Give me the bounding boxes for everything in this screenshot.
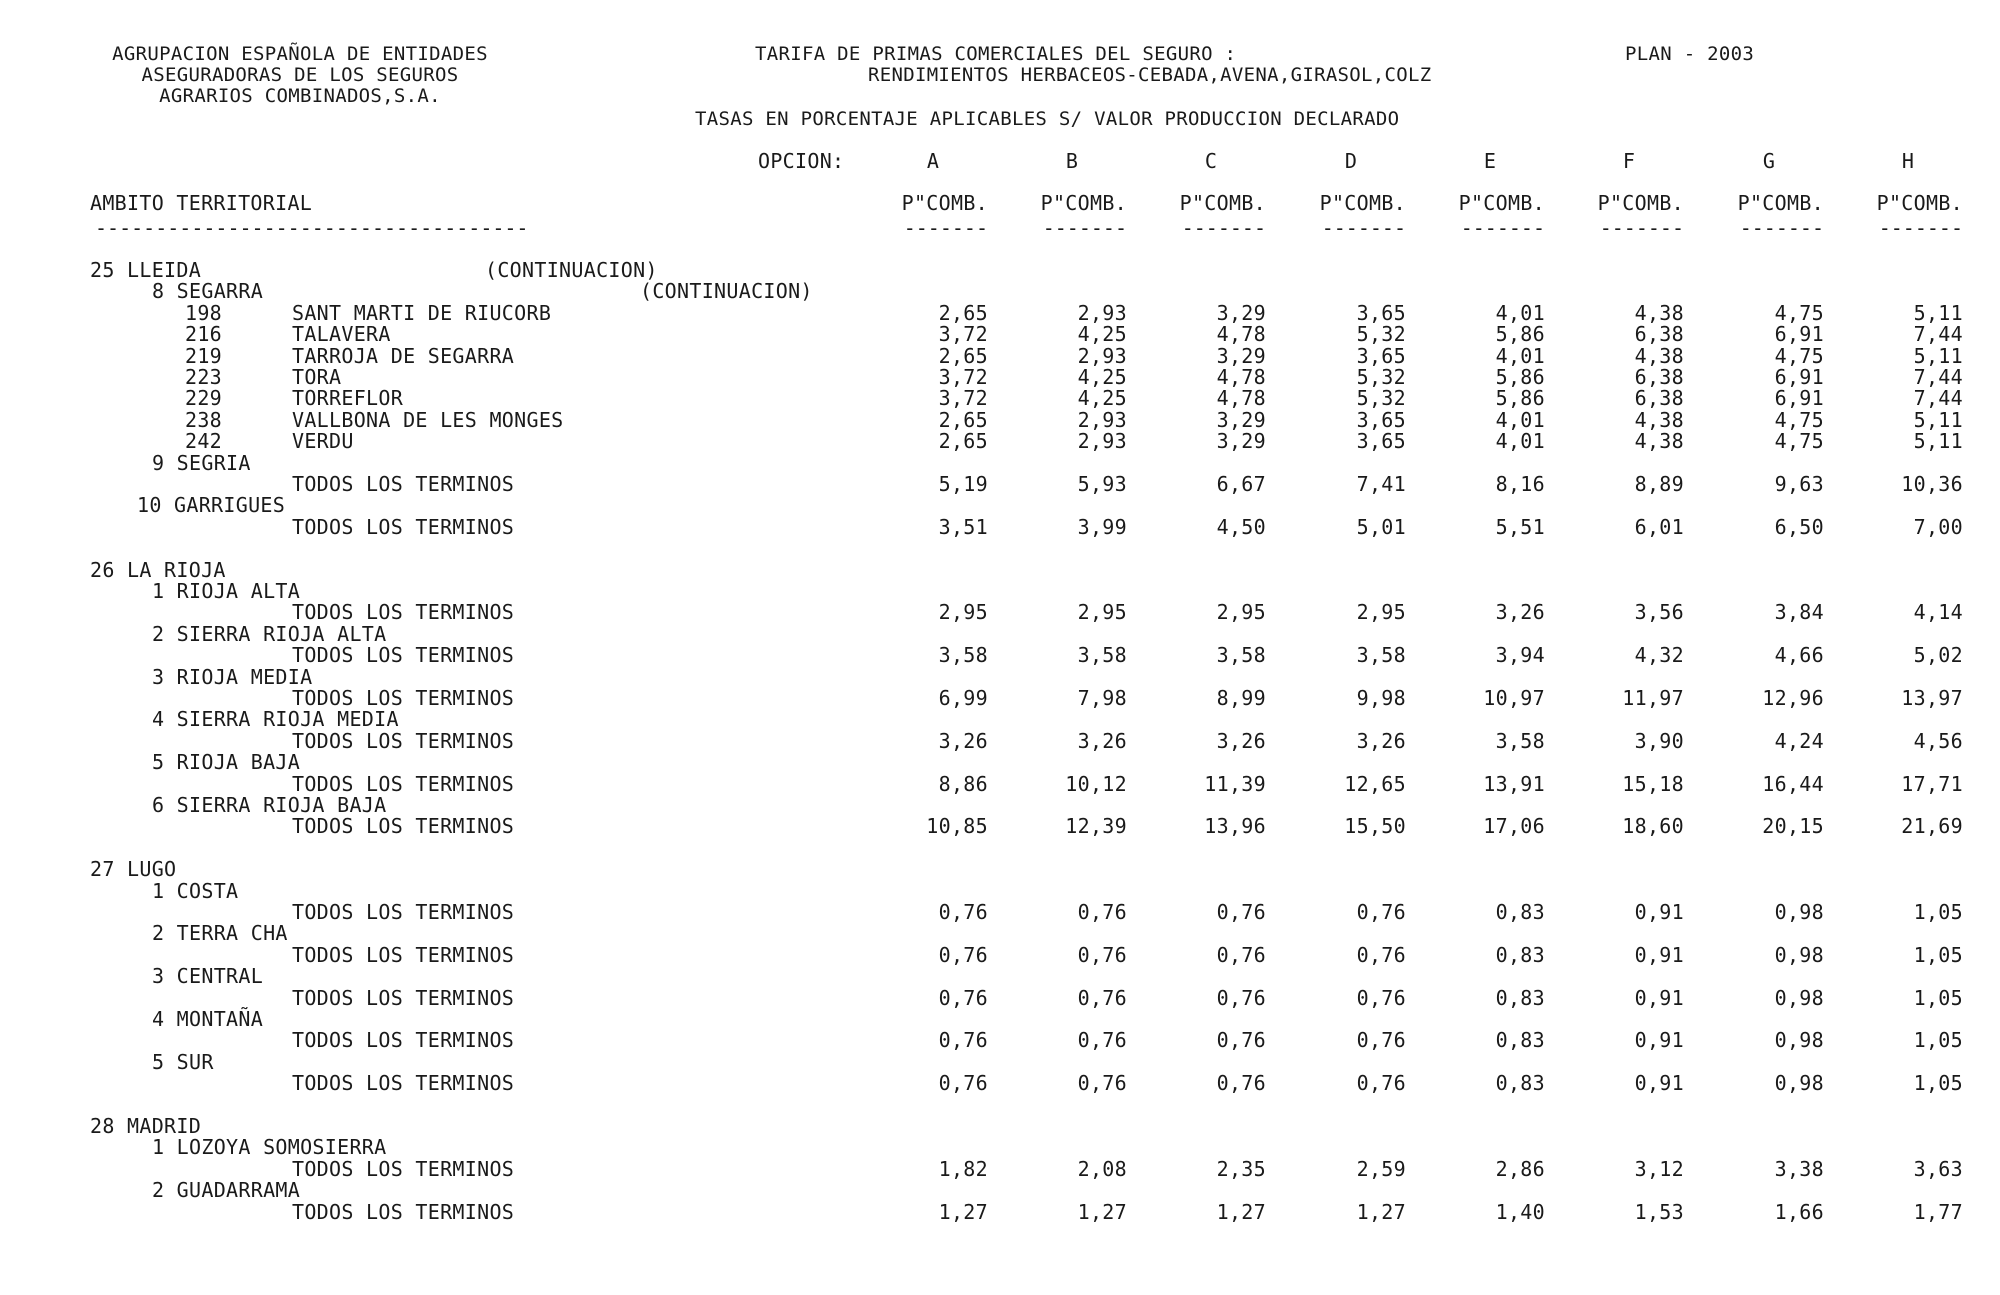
rate-cell-d: 5,01 bbox=[1356, 514, 1406, 539]
rate-cell-a: 8,86 bbox=[938, 771, 988, 796]
rate-cell-c: 1,27 bbox=[1216, 1199, 1266, 1224]
column-header-g: P"COMB. bbox=[1737, 191, 1824, 215]
all-terms-label: TODOS LOS TERMINOS bbox=[292, 814, 515, 839]
rate-cell-b: 3,26 bbox=[1077, 728, 1127, 753]
comarca-row: 1 LOZOYA SOMOSIERRA bbox=[152, 1135, 387, 1160]
rate-cell-g: 9,63 bbox=[1774, 472, 1824, 496]
tariff-title: TARIFA DE PRIMAS COMERCIALES DEL SEGURO : bbox=[755, 43, 1237, 65]
rate-cell-c: 0,76 bbox=[1216, 1028, 1266, 1053]
column-underline-d: ------- bbox=[1321, 217, 1406, 239]
rate-cell-g: 0,98 bbox=[1774, 985, 1824, 1010]
rate-cell-d: 5,32 bbox=[1356, 386, 1406, 411]
municipality-code: 216 bbox=[185, 322, 223, 347]
tariff-subtitle: RENDIMIENTOS HERBACEOS-CEBADA,AVENA,GIRASOL,COLZ bbox=[868, 64, 1432, 86]
rate-cell-f: 6,38 bbox=[1634, 322, 1684, 347]
rate-cell-d: 3,65 bbox=[1356, 300, 1406, 325]
rate-cell-c: 11,39 bbox=[1204, 771, 1266, 796]
province-row: 26 LA RIOJA bbox=[90, 557, 226, 582]
rate-cell-b: 4,25 bbox=[1077, 386, 1127, 411]
rate-cell-d: 5,32 bbox=[1356, 365, 1406, 389]
municipality-name: TARROJA DE SEGARRA bbox=[292, 343, 515, 368]
option-letter-h: H bbox=[1901, 149, 1915, 173]
column-underline-c: ------- bbox=[1181, 217, 1266, 239]
rate-cell-a: 0,76 bbox=[938, 900, 988, 924]
rate-cell-h: 21,69 bbox=[1901, 814, 1963, 839]
rate-cell-g: 12,96 bbox=[1762, 686, 1824, 710]
rate-cell-g: 6,91 bbox=[1774, 322, 1824, 347]
rate-cell-c: 4,78 bbox=[1216, 322, 1266, 347]
rate-cell-d: 2,95 bbox=[1356, 600, 1406, 625]
rate-cell-e: 3,26 bbox=[1495, 600, 1545, 625]
rate-cell-f: 18,60 bbox=[1622, 814, 1684, 839]
rate-cell-c: 4,50 bbox=[1216, 514, 1266, 539]
rate-cell-c: 4,78 bbox=[1216, 386, 1266, 411]
rate-cell-h: 5,11 bbox=[1913, 300, 1963, 325]
rate-cell-h: 1,05 bbox=[1913, 1071, 1963, 1096]
rate-cell-c: 0,76 bbox=[1216, 900, 1266, 924]
all-terms-label: TODOS LOS TERMINOS bbox=[292, 942, 515, 967]
column-underline-g: ------- bbox=[1739, 217, 1824, 239]
all-terms-label: TODOS LOS TERMINOS bbox=[292, 472, 515, 496]
comarca-row: 1 RIOJA ALTA bbox=[152, 579, 301, 603]
rate-cell-a: 1,82 bbox=[938, 1156, 988, 1181]
rate-cell-b: 2,93 bbox=[1077, 429, 1127, 454]
rate-cell-h: 7,44 bbox=[1913, 322, 1963, 347]
rate-cell-g: 4,66 bbox=[1774, 643, 1824, 668]
rate-cell-e: 5,86 bbox=[1495, 365, 1545, 389]
rate-cell-g: 0,98 bbox=[1774, 1028, 1824, 1053]
rate-cell-g: 4,75 bbox=[1774, 407, 1824, 432]
all-terms-label: TODOS LOS TERMINOS bbox=[292, 900, 515, 924]
rate-cell-h: 5,11 bbox=[1913, 429, 1963, 454]
rate-cell-f: 3,12 bbox=[1634, 1156, 1684, 1181]
rate-cell-g: 6,50 bbox=[1774, 514, 1824, 539]
rate-cell-g: 4,24 bbox=[1774, 728, 1824, 753]
municipality-code: 229 bbox=[185, 386, 223, 411]
column-header-f: P"COMB. bbox=[1597, 191, 1684, 215]
rate-cell-c: 6,67 bbox=[1216, 472, 1266, 496]
comarca-row: 4 MONTAÑA bbox=[152, 1007, 264, 1031]
rate-cell-e: 10,97 bbox=[1483, 686, 1545, 710]
rate-cell-d: 3,58 bbox=[1356, 643, 1406, 668]
rate-cell-c: 2,95 bbox=[1216, 600, 1266, 625]
rate-cell-g: 20,15 bbox=[1762, 814, 1824, 839]
column-header-e: P"COMB. bbox=[1458, 191, 1545, 215]
rate-cell-f: 1,53 bbox=[1634, 1199, 1684, 1224]
rate-cell-h: 1,05 bbox=[1913, 900, 1963, 924]
rate-cell-c: 3,29 bbox=[1216, 429, 1266, 454]
rate-cell-a: 3,72 bbox=[938, 365, 988, 389]
rates-description: TASAS EN PORCENTAJE APLICABLES S/ VALOR PRODUCCION DECLARADO bbox=[695, 108, 1400, 130]
rate-cell-f: 4,32 bbox=[1634, 643, 1684, 668]
all-terms-label: TODOS LOS TERMINOS bbox=[292, 643, 515, 668]
rate-cell-b: 0,76 bbox=[1077, 900, 1127, 924]
rate-cell-g: 6,91 bbox=[1774, 386, 1824, 411]
rate-cell-f: 0,91 bbox=[1634, 1028, 1684, 1053]
option-letter-g: G bbox=[1762, 149, 1776, 173]
rate-cell-d: 12,65 bbox=[1344, 771, 1406, 796]
rate-cell-a: 6,99 bbox=[938, 686, 988, 710]
rate-cell-d: 0,76 bbox=[1356, 942, 1406, 967]
rate-cell-d: 2,59 bbox=[1356, 1156, 1406, 1181]
rate-cell-b: 3,99 bbox=[1077, 514, 1127, 539]
rate-cell-b: 2,93 bbox=[1077, 407, 1127, 432]
rate-cell-a: 1,27 bbox=[938, 1199, 988, 1224]
rate-cell-g: 0,98 bbox=[1774, 1071, 1824, 1096]
rate-cell-e: 8,16 bbox=[1495, 472, 1545, 496]
rate-cell-b: 0,76 bbox=[1077, 1071, 1127, 1096]
comarca-row: 3 CENTRAL bbox=[152, 964, 264, 989]
all-terms-label: TODOS LOS TERMINOS bbox=[292, 771, 515, 796]
rate-cell-f: 6,38 bbox=[1634, 365, 1684, 389]
all-terms-label: TODOS LOS TERMINOS bbox=[292, 1028, 515, 1053]
rate-cell-a: 0,76 bbox=[938, 985, 988, 1010]
comarca-row: 10 GARRIGUES bbox=[137, 493, 286, 518]
rate-cell-b: 7,98 bbox=[1077, 686, 1127, 710]
rate-cell-f: 4,38 bbox=[1634, 407, 1684, 432]
rate-cell-a: 2,65 bbox=[938, 343, 988, 368]
rate-cell-h: 1,05 bbox=[1913, 1028, 1963, 1053]
plan-label: PLAN - 2003 bbox=[1625, 43, 1755, 65]
option-letter-e: E bbox=[1483, 149, 1497, 173]
rate-cell-e: 4,01 bbox=[1495, 429, 1545, 454]
rate-cell-g: 16,44 bbox=[1762, 771, 1824, 796]
rate-cell-h: 13,97 bbox=[1901, 686, 1963, 710]
column-underline-f: ------- bbox=[1599, 217, 1684, 239]
comarca-row: 5 RIOJA BAJA bbox=[152, 750, 301, 775]
rate-cell-h: 1,05 bbox=[1913, 985, 1963, 1010]
option-letter-b: B bbox=[1065, 149, 1079, 173]
column-header-h: P"COMB. bbox=[1876, 191, 1963, 215]
rate-cell-d: 0,76 bbox=[1356, 985, 1406, 1010]
rate-cell-g: 6,91 bbox=[1774, 365, 1824, 389]
comarca-row: 2 TERRA CHA bbox=[152, 921, 288, 946]
rate-cell-b: 2,93 bbox=[1077, 343, 1127, 368]
municipality-code: 223 bbox=[185, 365, 223, 389]
rate-cell-h: 17,71 bbox=[1901, 771, 1963, 796]
org-name-line-1: AGRUPACION ESPAÑOLA DE ENTIDADES bbox=[112, 43, 488, 65]
municipality-name: VERDU bbox=[292, 429, 354, 454]
column-underline-h: ------- bbox=[1878, 217, 1963, 239]
rate-cell-d: 9,98 bbox=[1356, 686, 1406, 710]
rate-cell-b: 0,76 bbox=[1077, 1028, 1127, 1053]
rate-cell-c: 3,29 bbox=[1216, 343, 1266, 368]
rate-cell-h: 3,63 bbox=[1913, 1156, 1963, 1181]
option-letter-f: F bbox=[1622, 149, 1636, 173]
comarca-row: 9 SEGRIA bbox=[152, 450, 251, 475]
municipality-name: TORA bbox=[292, 365, 342, 389]
rate-cell-f: 4,38 bbox=[1634, 343, 1684, 368]
column-header-a: P"COMB. bbox=[901, 191, 988, 215]
rate-cell-b: 10,12 bbox=[1065, 771, 1127, 796]
rate-cell-d: 3,65 bbox=[1356, 407, 1406, 432]
municipality-code: 242 bbox=[185, 429, 223, 454]
rate-cell-e: 3,58 bbox=[1495, 728, 1545, 753]
rate-cell-d: 0,76 bbox=[1356, 900, 1406, 924]
rate-cell-e: 4,01 bbox=[1495, 343, 1545, 368]
rate-cell-e: 0,83 bbox=[1495, 900, 1545, 924]
rate-cell-d: 5,32 bbox=[1356, 322, 1406, 347]
rate-cell-f: 4,38 bbox=[1634, 300, 1684, 325]
rate-cell-c: 0,76 bbox=[1216, 985, 1266, 1010]
rate-cell-e: 4,01 bbox=[1495, 300, 1545, 325]
rate-cell-e: 17,06 bbox=[1483, 814, 1545, 839]
all-terms-label: TODOS LOS TERMINOS bbox=[292, 728, 515, 753]
rate-cell-e: 1,40 bbox=[1495, 1199, 1545, 1224]
rate-cell-c: 3,58 bbox=[1216, 643, 1266, 668]
rate-cell-c: 0,76 bbox=[1216, 1071, 1266, 1096]
province-row: 25 LLEIDA bbox=[90, 258, 202, 282]
rate-cell-a: 10,85 bbox=[926, 814, 988, 839]
municipality-name: VALLBONA DE LES MONGES bbox=[292, 407, 564, 432]
rate-cell-d: 3,65 bbox=[1356, 343, 1406, 368]
rate-cell-d: 0,76 bbox=[1356, 1071, 1406, 1096]
rate-cell-e: 2,86 bbox=[1495, 1156, 1545, 1181]
rate-cell-g: 3,38 bbox=[1774, 1156, 1824, 1181]
rate-cell-d: 1,27 bbox=[1356, 1199, 1406, 1224]
rate-cell-a: 3,51 bbox=[938, 514, 988, 539]
rate-cell-b: 2,95 bbox=[1077, 600, 1127, 625]
rate-cell-b: 5,93 bbox=[1077, 472, 1127, 496]
rate-cell-f: 3,90 bbox=[1634, 728, 1684, 753]
rate-cell-f: 0,91 bbox=[1634, 985, 1684, 1010]
all-terms-label: TODOS LOS TERMINOS bbox=[292, 1071, 515, 1096]
org-name-line-3: AGRARIOS COMBINADOS,S.A. bbox=[159, 85, 441, 107]
municipality-code: 198 bbox=[185, 300, 223, 325]
rate-cell-g: 0,98 bbox=[1774, 942, 1824, 967]
all-terms-label: TODOS LOS TERMINOS bbox=[292, 985, 515, 1010]
rate-cell-f: 0,91 bbox=[1634, 1071, 1684, 1096]
rate-cell-b: 4,25 bbox=[1077, 322, 1127, 347]
column-header-d: P"COMB. bbox=[1319, 191, 1406, 215]
rate-cell-e: 0,83 bbox=[1495, 942, 1545, 967]
province-row: 28 MADRID bbox=[90, 1114, 202, 1138]
rate-cell-b: 2,93 bbox=[1077, 300, 1127, 325]
rate-cell-f: 8,89 bbox=[1634, 472, 1684, 496]
all-terms-label: TODOS LOS TERMINOS bbox=[292, 686, 515, 710]
comarca-row: 1 COSTA bbox=[152, 878, 239, 903]
all-terms-label: TODOS LOS TERMINOS bbox=[292, 1199, 515, 1224]
column-underline-b: ------- bbox=[1042, 217, 1127, 239]
rate-cell-a: 2,65 bbox=[938, 407, 988, 432]
comarca-row: 5 SUR bbox=[152, 1049, 214, 1074]
rate-cell-e: 5,51 bbox=[1495, 514, 1545, 539]
rate-cell-h: 10,36 bbox=[1901, 472, 1963, 496]
rate-cell-e: 0,83 bbox=[1495, 985, 1545, 1010]
rate-cell-h: 5,02 bbox=[1913, 643, 1963, 668]
rate-cell-f: 3,56 bbox=[1634, 600, 1684, 625]
rate-cell-b: 0,76 bbox=[1077, 942, 1127, 967]
rate-cell-c: 13,96 bbox=[1204, 814, 1266, 839]
rate-cell-c: 2,35 bbox=[1216, 1156, 1266, 1181]
rate-cell-d: 0,76 bbox=[1356, 1028, 1406, 1053]
continuation-label: (CONTINUACION) bbox=[485, 258, 658, 282]
rate-cell-a: 2,65 bbox=[938, 300, 988, 325]
rate-cell-d: 3,26 bbox=[1356, 728, 1406, 753]
rate-cell-e: 13,91 bbox=[1483, 771, 1545, 796]
rate-cell-f: 0,91 bbox=[1634, 942, 1684, 967]
rate-cell-c: 3,29 bbox=[1216, 407, 1266, 432]
rate-cell-h: 7,00 bbox=[1913, 514, 1963, 539]
rate-cell-b: 1,27 bbox=[1077, 1199, 1127, 1224]
rate-cell-f: 15,18 bbox=[1622, 771, 1684, 796]
rate-cell-a: 0,76 bbox=[938, 1071, 988, 1096]
rate-cell-h: 5,11 bbox=[1913, 407, 1963, 432]
province-row: 27 LUGO bbox=[90, 857, 177, 882]
rate-cell-h: 7,44 bbox=[1913, 365, 1963, 389]
rate-cell-b: 2,08 bbox=[1077, 1156, 1127, 1181]
rate-cell-a: 3,26 bbox=[938, 728, 988, 753]
rate-cell-c: 3,29 bbox=[1216, 300, 1266, 325]
rate-cell-a: 3,72 bbox=[938, 322, 988, 347]
rate-cell-f: 11,97 bbox=[1622, 686, 1684, 710]
rate-cell-d: 3,65 bbox=[1356, 429, 1406, 454]
rate-cell-c: 0,76 bbox=[1216, 942, 1266, 967]
all-terms-label: TODOS LOS TERMINOS bbox=[292, 600, 515, 625]
comarca-row: 8 SEGARRA bbox=[152, 279, 264, 304]
ambito-underline: ------------------------------------ bbox=[95, 217, 529, 239]
rate-cell-d: 15,50 bbox=[1344, 814, 1406, 839]
rate-cell-g: 4,75 bbox=[1774, 343, 1824, 368]
column-underline-a: ------- bbox=[903, 217, 988, 239]
rate-cell-f: 0,91 bbox=[1634, 900, 1684, 924]
rate-cell-c: 8,99 bbox=[1216, 686, 1266, 710]
rate-cell-e: 5,86 bbox=[1495, 386, 1545, 411]
rate-cell-b: 4,25 bbox=[1077, 365, 1127, 389]
option-letter-c: C bbox=[1204, 149, 1218, 173]
all-terms-label: TODOS LOS TERMINOS bbox=[292, 514, 515, 539]
comarca-row: 4 SIERRA RIOJA MEDIA bbox=[152, 707, 399, 732]
all-terms-label: TODOS LOS TERMINOS bbox=[292, 1156, 515, 1181]
comarca-row: 3 RIOJA MEDIA bbox=[152, 664, 313, 689]
municipality-name: SANT MARTI DE RIUCORB bbox=[292, 300, 552, 325]
rate-cell-f: 6,38 bbox=[1634, 386, 1684, 411]
rate-cell-g: 4,75 bbox=[1774, 300, 1824, 325]
rate-cell-h: 4,56 bbox=[1913, 728, 1963, 753]
rate-cell-h: 1,77 bbox=[1913, 1199, 1963, 1224]
rate-cell-e: 4,01 bbox=[1495, 407, 1545, 432]
rate-cell-a: 3,72 bbox=[938, 386, 988, 411]
opcion-label: OPCION: bbox=[758, 149, 845, 173]
rate-cell-b: 3,58 bbox=[1077, 643, 1127, 668]
rate-cell-f: 4,38 bbox=[1634, 429, 1684, 454]
rate-cell-e: 5,86 bbox=[1495, 322, 1545, 347]
rate-cell-b: 0,76 bbox=[1077, 985, 1127, 1010]
municipality-code: 219 bbox=[185, 343, 223, 368]
ambito-territorial-label: AMBITO TERRITORIAL bbox=[90, 191, 313, 215]
rate-cell-d: 7,41 bbox=[1356, 472, 1406, 496]
column-underline-e: ------- bbox=[1460, 217, 1545, 239]
municipality-name: TALAVERA bbox=[292, 322, 391, 347]
rate-cell-e: 3,94 bbox=[1495, 643, 1545, 668]
option-letter-d: D bbox=[1344, 149, 1358, 173]
municipality-name: TORREFLOR bbox=[292, 386, 404, 411]
rate-cell-a: 3,58 bbox=[938, 643, 988, 668]
rate-cell-a: 0,76 bbox=[938, 1028, 988, 1053]
rate-cell-h: 5,11 bbox=[1913, 343, 1963, 368]
rate-cell-a: 0,76 bbox=[938, 942, 988, 967]
rate-cell-h: 4,14 bbox=[1913, 600, 1963, 625]
rate-cell-g: 1,66 bbox=[1774, 1199, 1824, 1224]
rate-cell-c: 4,78 bbox=[1216, 365, 1266, 389]
rate-cell-f: 6,01 bbox=[1634, 514, 1684, 539]
column-header-c: P"COMB. bbox=[1179, 191, 1266, 215]
comarca-row: 2 GUADARRAMA bbox=[152, 1178, 301, 1203]
rate-cell-a: 2,95 bbox=[938, 600, 988, 625]
rate-cell-e: 0,83 bbox=[1495, 1028, 1545, 1053]
rate-cell-g: 4,75 bbox=[1774, 429, 1824, 454]
rate-cell-g: 3,84 bbox=[1774, 600, 1824, 625]
municipality-code: 238 bbox=[185, 407, 223, 432]
rate-cell-h: 7,44 bbox=[1913, 386, 1963, 411]
rate-cell-h: 1,05 bbox=[1913, 942, 1963, 967]
rate-cell-c: 3,26 bbox=[1216, 728, 1266, 753]
rate-cell-g: 0,98 bbox=[1774, 900, 1824, 924]
continuation-label: (CONTINUACION) bbox=[640, 279, 813, 304]
column-header-b: P"COMB. bbox=[1040, 191, 1127, 215]
org-name-line-2: ASEGURADORAS DE LOS SEGUROS bbox=[141, 64, 459, 86]
rate-cell-e: 0,83 bbox=[1495, 1071, 1545, 1096]
rate-cell-a: 2,65 bbox=[938, 429, 988, 454]
rate-cell-b: 12,39 bbox=[1065, 814, 1127, 839]
comarca-row: 6 SIERRA RIOJA BAJA bbox=[152, 793, 387, 817]
option-letter-a: A bbox=[926, 149, 940, 173]
rate-cell-a: 5,19 bbox=[938, 472, 988, 496]
comarca-row: 2 SIERRA RIOJA ALTA bbox=[152, 621, 387, 646]
